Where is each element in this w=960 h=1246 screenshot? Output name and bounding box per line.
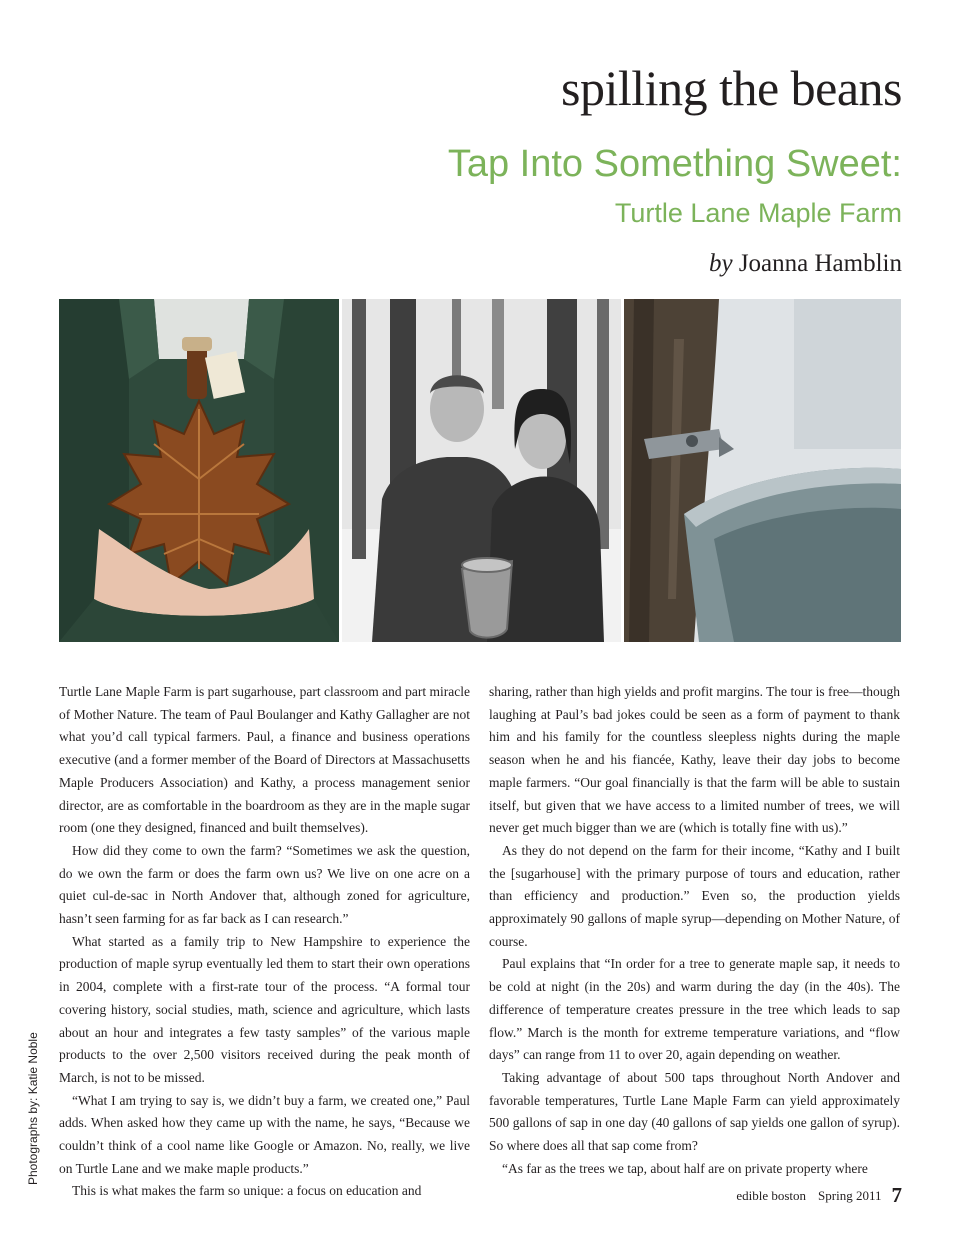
byline (709, 248, 902, 280)
article-column-left (59, 681, 470, 1203)
photo-sap-bucket (624, 299, 901, 642)
paragraph: sharing, rather than high yields and profit margins. The tour is free—though laughing at Paul’s bad jokes could be seen as a form of payment to thank him and his family for the countless sleepless nights during the maple season when he and his fiancée, Kathy, leave their day jobs to become maple farmers. “Our goal financially is that the farm will be able to sustain itself, but given that we have access to a limited number of trees, we will never get much bigger than we are (which is totally fine with us).” (489, 684, 900, 836)
publication-name: edible boston (736, 1188, 807, 1203)
article-headline: Tap Into Something Sweet: (447, 143, 902, 185)
paragraph: “As far as the trees we tap, about half are on private property where (502, 1160, 868, 1176)
article-subhead: Turtle Lane Maple Farm (614, 198, 902, 228)
issue-date: Spring 2011 (818, 1188, 882, 1203)
paragraph: As they do not depend on the farm for their income, “Kathy and I built the [sugarhouse] with the primary purpose of tours and education, rather than efficiency and production.” Even so, the production yields approximately 90 gallons of maple syrup—depending on Mother Nature, of course. (489, 842, 900, 949)
author-name: Joanna Hamblin (738, 250, 902, 277)
page-number: 7 (891, 1183, 902, 1207)
paragraph: What started as a family trip to New Hampshire to experience the production of maple syrup eventually led them to start their own operations in 2004, complete with a first-rate tour of the process. “A formal tour covering history, social studies, math, science and agriculture, which lasts about an hour and integrates a few tasty samples” of the various maple products to the over 2,500 visitors received during the peak month of March, is not to be missed. (59, 933, 470, 1085)
paragraph: Taking advantage of about 500 taps throughout North Andover and favorable temperatures, Turtle Lane Maple Farm can yield approximately 500 gallons of sap in one day (40 gallons of sap yields one gallon of syrup). So where does all that sap come from? (489, 1069, 900, 1154)
paragraph: This is what makes the farm so unique: a focus on education and (72, 1183, 422, 1199)
photo-maple-leaf-bottle (59, 299, 339, 642)
photo-strip (59, 299, 901, 642)
paragraph: How did they come to own the farm? “Sometimes we ask the question, do we own the farm or does the farm own us? We live on one acre on a quiet cul-de-sac in North Andover that, although zoned for agriculture, hasn’t seen farming for as far back as I can research.” (59, 842, 470, 927)
byline-prefix: by (708, 250, 733, 277)
page-footer (736, 1183, 902, 1208)
paragraph: “What I am trying to say is, we didn’t buy a farm, we created one,” Paul adds. When asked how they came up with the name, he says, “Because we couldn’t think of a cool name like Google or Amazon. No, really, we live on Turtle Lane and we make maple products.” (59, 1092, 470, 1176)
paragraph: Turtle Lane Maple Farm is part sugarhouse, part classroom and part miracle of Mother Nature. The team of Paul Boulanger and Kathy Gallagher are not what you’d call typical farmers. Paul, a finance and business operations executive (and a former member of the Board of Directors at Massachusetts Maple Producers Association) and Kathy, a process management senior director, are as comfortable in the boardroom as they are in the maple sugar room (one they designed, financed and built themselves). (59, 684, 470, 836)
photo-owners-portrait (342, 299, 621, 642)
article-column-right (489, 681, 900, 1180)
paragraph: Paul explains that “In order for a tree to generate maple sap, it needs to be cold at night (in the 20s) and warm during the day (in the 40s). The difference of temperature creates pressure in the tree which leads to sap flow.” March is the month for extreme temperature variations, and “flow days” can range from 11 to over 20, again depending on weather. (489, 956, 900, 1063)
photo-credit: Photographs by: Katie Noble (26, 1032, 40, 1185)
section-title: spilling the beans (561, 60, 902, 116)
